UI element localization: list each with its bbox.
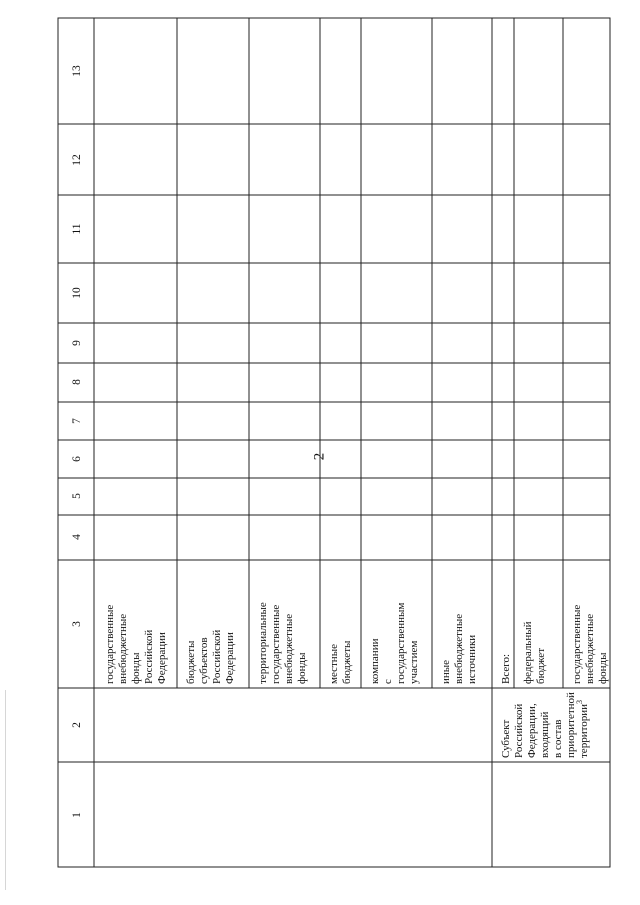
- source-cell: [522, 619, 547, 684]
- source-cell: [328, 640, 353, 684]
- column-header-4: 4: [71, 534, 83, 540]
- page-number: 2: [311, 452, 328, 461]
- source-cell: [257, 599, 308, 684]
- column-header-1: 1: [71, 812, 83, 818]
- block1-source-cells: [104, 599, 478, 684]
- column-header-7: 7: [71, 418, 83, 424]
- column-header-11: 11: [71, 223, 83, 235]
- source-label: местные бюджеты: [328, 640, 353, 684]
- source-label: Всего:: [500, 653, 512, 684]
- footnote-marker: 3: [575, 699, 584, 704]
- column-header-10: 10: [71, 287, 83, 299]
- source-label: иные внебюджетные источники: [440, 613, 478, 684]
- source-cell: [369, 600, 420, 684]
- source-label: компании с государственным участием: [369, 602, 420, 684]
- column-numbers: [71, 65, 83, 818]
- source-label: бюджеты субъектов Российской Федерации: [185, 629, 236, 684]
- source-label: территориальные государственные внебюджетные фонды: [257, 602, 308, 684]
- source-cell: [500, 654, 512, 684]
- column-header-8: 8: [71, 379, 83, 385]
- column-header-2: 2: [71, 722, 83, 728]
- column-header-5: 5: [71, 493, 83, 499]
- column-header-9: 9: [71, 340, 83, 346]
- block2-source-cells: [500, 602, 609, 684]
- column-header-6: 6: [71, 456, 83, 462]
- source-label: федеральный бюджет: [522, 621, 547, 684]
- source-cell: [185, 627, 236, 684]
- federal-subject-label: Субъект Российской Федерации, входящий в состав приоритетной территории$^3$: [500, 692, 590, 758]
- column-header-13: 13: [71, 65, 83, 77]
- source-cell: [571, 602, 609, 684]
- source-cell: [104, 602, 168, 684]
- source-cell: [440, 611, 478, 684]
- column-header-3: 3: [71, 621, 83, 627]
- source-label: государственные внебюджетные фонды: [571, 604, 609, 684]
- federal-subject-cell: [500, 689, 590, 758]
- source-label: государственные внебюджетные фонды Российской Федерации: [104, 604, 168, 684]
- column-header-12: 12: [71, 154, 83, 166]
